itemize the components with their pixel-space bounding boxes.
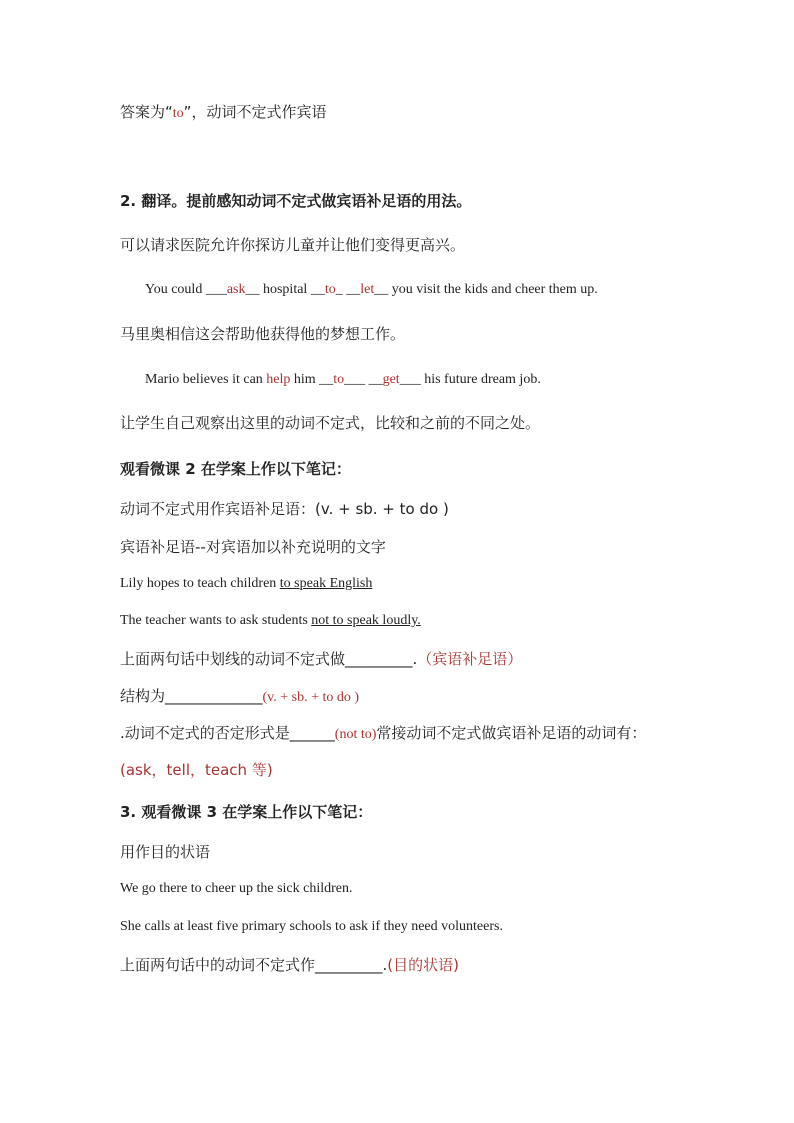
rule-line: 动词不定式用作宾语补足语：(v. + sb. + to do ) — [120, 500, 449, 518]
question-4 — [120, 956, 459, 974]
english-sentence-2 — [145, 372, 541, 389]
text: Mario believes it can — [145, 372, 267, 387]
text: .动词不定式的否定形式是______ — [120, 724, 335, 742]
text: __ hospital __ — [245, 282, 325, 297]
chinese-sentence-1: 可以请求医院允许你探访儿童并让他们变得更高兴。 — [120, 236, 466, 254]
answer-word: to — [333, 372, 345, 387]
subheading: 用作目的状语 — [120, 843, 211, 861]
micro-lesson-2-heading: 观看微课 2 在学案上作以下笔记： — [120, 460, 351, 478]
answer-word: help — [266, 372, 291, 387]
answer-word: ask — [226, 282, 246, 297]
answer-word: (not to) — [334, 727, 377, 742]
text: _ __ — [335, 282, 361, 297]
answer-note — [120, 103, 326, 123]
english-sentence-1 — [145, 282, 598, 299]
text: __ you visit the kids and cheer them up. — [374, 282, 598, 297]
text: 常接动词不定式做宾语补足语的动词有： — [376, 724, 647, 742]
text: 上面两句话中划线的动词不定式做_________. — [120, 650, 418, 668]
text: him __ — [290, 372, 334, 387]
section-2-heading: 2. 翻译。提前感知动词不定式做宾语补足语的用法。 — [120, 192, 472, 210]
answer-word: to — [172, 106, 184, 121]
verb-list: (ask，tell，teach 等) — [120, 761, 273, 779]
observation-note: 让学生自己观察出这里的动词不定式，比较和之前的不同之处。 — [120, 414, 541, 432]
question-3 — [120, 724, 646, 744]
answer-word: let — [360, 282, 375, 297]
text: Lily hopes to teach children — [120, 576, 280, 591]
example-4: She calls at least five primary schools to ask if they need volunteers. — [120, 919, 503, 934]
text: You could ___ — [145, 282, 227, 297]
answer-word: get — [382, 372, 400, 387]
text: ”，动词不定式作宾语 — [183, 103, 327, 121]
text: The teacher wants to ask students — [120, 613, 312, 628]
answer-word: to — [324, 282, 336, 297]
text: ___ __ — [344, 372, 383, 387]
underlined-phrase: not to speak loudly. — [311, 613, 421, 628]
text: ___ his future dream job. — [399, 372, 541, 387]
text: 结构为_____________ — [120, 687, 263, 705]
example-3: We go there to cheer up the sick children. — [120, 881, 353, 896]
question-1 — [120, 650, 522, 668]
micro-lesson-3-heading: 3. 观看微课 3 在学案上作以下笔记： — [120, 803, 373, 821]
answer-word: (v. + sb. + to do ) — [262, 690, 360, 705]
example-1 — [120, 576, 372, 593]
definition-line: 宾语补足语--对宾语加以补充说明的文字 — [120, 538, 386, 556]
answer-word: （宾语补足语） — [417, 650, 523, 668]
chinese-sentence-2: 马里奥相信这会帮助他获得他的梦想工作。 — [120, 325, 406, 343]
text: 答案为“ — [120, 103, 173, 121]
example-2 — [120, 613, 421, 630]
question-2 — [120, 687, 359, 707]
text: 上面两句话中的动词不定式作_________. — [120, 956, 388, 974]
underlined-phrase: to speak English — [279, 576, 373, 591]
answer-word: (目的状语) — [387, 956, 459, 974]
